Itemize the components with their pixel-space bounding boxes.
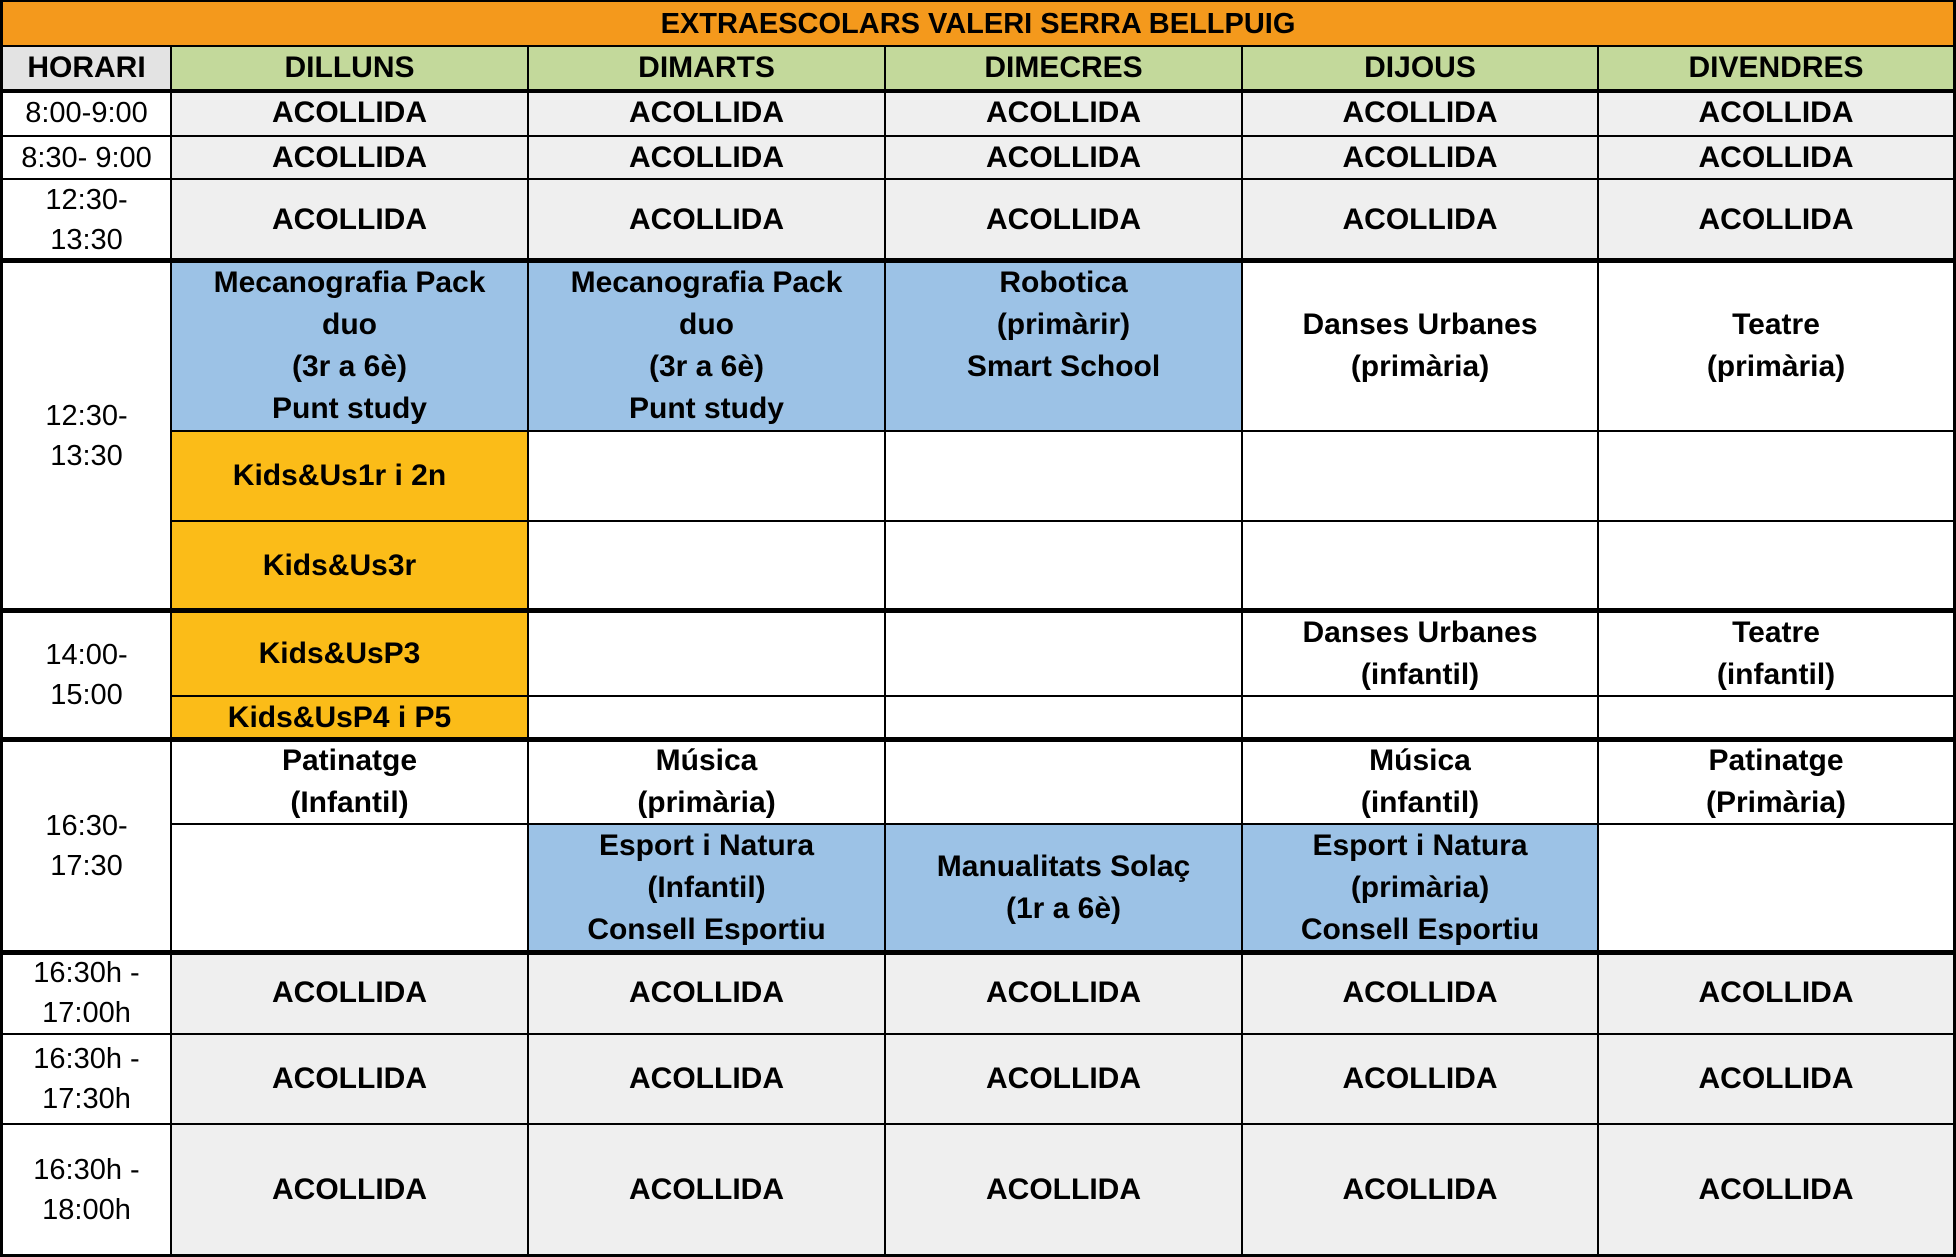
grid-line: [527, 45, 529, 1257]
acollida-cell: ACOLLIDA: [272, 1062, 427, 1095]
acollida-cell: ACOLLIDA: [272, 1172, 427, 1206]
header-horari: HORARI: [2, 46, 171, 90]
acollida-cell: ACOLLIDA: [1342, 1172, 1498, 1206]
time-cell: 16:30h - 17:00h: [33, 957, 140, 1029]
acollida-cell: ACOLLIDA: [1698, 140, 1854, 174]
activity-teatre-primaria: Teatre (primària): [1706, 307, 1846, 383]
acollida-cell: ACOLLIDA: [1342, 976, 1498, 1009]
acollida-cell: ACOLLIDA: [629, 96, 784, 129]
activity-kids-us-3r: Kids&Us3r: [171, 521, 528, 611]
acollida-cell: ACOLLIDA: [986, 96, 1141, 129]
border-top: [0, 0, 1956, 2]
activity-esport-natura-primaria: Esport i Natura (primària) Consell Esportiu: [1242, 824, 1598, 952]
activity-patinatge-primaria: Patinatge (Primària): [1705, 743, 1847, 819]
acollida-cell: ACOLLIDA: [1698, 202, 1854, 236]
acollida-cell: ACOLLIDA: [629, 140, 784, 174]
schedule-title: EXTRAESCOLARS VALERI SERRA BELLPUIG: [660, 8, 1296, 40]
acollida-cell: ACOLLIDA: [1342, 202, 1498, 236]
grid-line: [1597, 45, 1599, 1257]
acollida-cell: ACOLLIDA: [272, 96, 427, 129]
acollida-cell: ACOLLIDA: [1698, 976, 1854, 1009]
grid-line-thick: [2, 89, 1954, 93]
acollida-cell: ACOLLIDA: [272, 202, 427, 236]
grid-line: [2, 1123, 1954, 1125]
grid-line-thick: [2, 258, 1954, 263]
activity-robotica: Robotica (primàrir) Smart School: [885, 260, 1242, 431]
grid-line: [2, 178, 1954, 180]
acollida-cell: ACOLLIDA: [272, 140, 427, 174]
grid-line: [171, 695, 1954, 697]
acollida-cell: ACOLLIDA: [629, 202, 784, 236]
acollida-cell: ACOLLIDA: [1342, 96, 1498, 129]
grid-line: [1241, 45, 1243, 1257]
activity-danses-urbanes-primaria: Danses Urbanes (primària): [1302, 307, 1538, 383]
acollida-cell: ACOLLIDA: [629, 976, 784, 1009]
acollida-cell: ACOLLIDA: [986, 1062, 1141, 1095]
activity-mecanografia: Mecanografia Pack duo (3r a 6è) Punt study: [528, 260, 885, 431]
activity-kids-us-p4-p5: Kids&UsP4 i P5: [171, 696, 528, 739]
time-cell: 16:30h - 18:00h: [33, 1153, 140, 1226]
acollida-cell: ACOLLIDA: [986, 976, 1141, 1009]
acollida-cell: ACOLLIDA: [986, 202, 1141, 236]
border-left: [0, 0, 3, 1257]
header-day-divendres: DIVENDRES: [1598, 46, 1954, 90]
acollida-cell: ACOLLIDA: [272, 976, 427, 1009]
grid-line: [2, 45, 1954, 47]
acollida-cell: ACOLLIDA: [1698, 1172, 1854, 1206]
activity-teatre-infantil: Teatre (infantil): [1716, 615, 1836, 691]
grid-line-thick: [2, 608, 1954, 613]
acollida-cell: ACOLLIDA: [1342, 1062, 1498, 1095]
acollida-cell: ACOLLIDA: [986, 140, 1141, 174]
activity-musica-infantil: Música (infantil): [1360, 743, 1480, 819]
header-day-dimecres: DIMECRES: [885, 46, 1242, 90]
activity-musica-primaria: Música (primària): [637, 743, 776, 819]
grid-line: [171, 430, 1954, 432]
activity-esport-natura-infantil: Esport i Natura (Infantil) Consell Esportiu: [528, 824, 885, 952]
acollida-cell: ACOLLIDA: [629, 1062, 784, 1095]
acollida-cell: ACOLLIDA: [1698, 96, 1854, 129]
grid-line-thick: [2, 737, 1954, 742]
grid-line: [2, 1033, 1954, 1035]
title-cell: [2, 2, 1954, 46]
activity-kids-us-p3: Kids&UsP3: [171, 611, 528, 696]
activity-manualitats: Manualitats Solaç (1r a 6è): [885, 824, 1242, 952]
acollida-cell: ACOLLIDA: [1698, 1062, 1854, 1095]
grid-line: [884, 45, 886, 1257]
time-cell: 12:30-13:30: [45, 399, 128, 472]
grid-line: [2, 135, 1954, 137]
grid-line: [170, 45, 172, 1257]
header-day-dijous: DIJOUS: [1242, 46, 1598, 90]
activity-mecanografia: Mecanografia Pack duo (3r a 6è) Punt study: [171, 260, 528, 431]
activity-patinatge-infantil: Patinatge (Infantil): [281, 743, 418, 819]
activity-kids-us-1r-2n: Kids&Us1r i 2n: [171, 431, 528, 521]
time-cell: 16:30h - 17:30h: [33, 1043, 140, 1115]
time-cell: 16:30-17:30: [45, 809, 128, 882]
activity-danses-urbanes-infantil: Danses Urbanes (infantil): [1302, 615, 1538, 691]
time-cell: 14:00-15:00: [45, 639, 128, 711]
time-cell: 12:30-13:30: [45, 183, 128, 256]
header-day-dilluns: DILLUNS: [171, 46, 528, 90]
acollida-cell: ACOLLIDA: [1342, 140, 1498, 174]
time-cell: 8:00-9:00: [25, 97, 148, 129]
grid-line-thick: [2, 950, 1954, 955]
time-cell: 8:30- 9:00: [21, 141, 152, 174]
acollida-cell: ACOLLIDA: [629, 1172, 784, 1206]
header-day-dimarts: DIMARTS: [528, 46, 885, 90]
acollida-cell: ACOLLIDA: [986, 1172, 1141, 1206]
grid-line: [171, 823, 1954, 825]
grid-line: [171, 520, 1954, 522]
